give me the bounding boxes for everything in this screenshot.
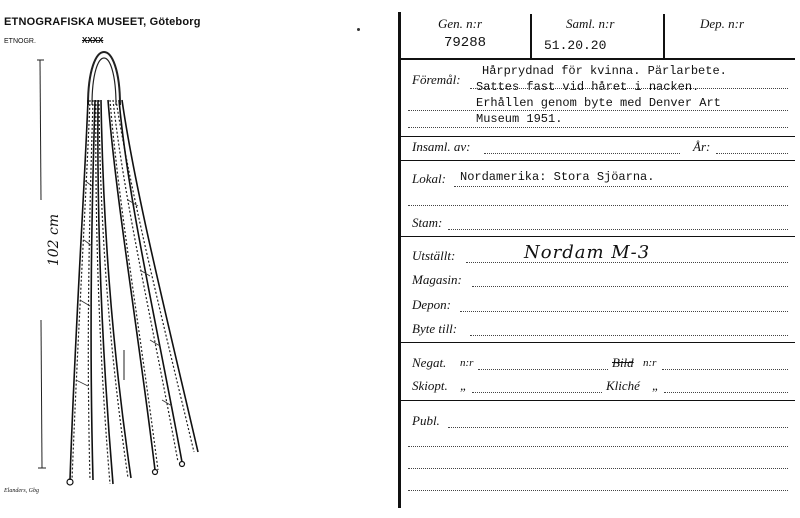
- rule-after-byte: [399, 342, 795, 343]
- negat-nr-label: n:r: [460, 357, 474, 369]
- utstallt-label: Utställt:: [412, 248, 456, 263]
- depon-dotted: [460, 311, 788, 312]
- kliche-dotted: [664, 392, 788, 393]
- printer-mark: Elanders, Gbg: [4, 488, 39, 494]
- bild-label: Bild: [612, 355, 634, 370]
- publ-label: Publ.: [412, 413, 440, 428]
- utstallt-value: Nordam M-3: [524, 242, 651, 263]
- etnogr-value: XXXX: [82, 36, 104, 45]
- publ-dotted-1: [448, 427, 788, 428]
- gen-nr-value: 79288: [444, 35, 487, 51]
- stam-dotted: [448, 229, 788, 230]
- publ-dotted-4: [408, 490, 788, 491]
- ar-label: År:: [693, 139, 711, 154]
- museum-name: ETNOGRAFISKA MUSEET, Göteborg: [4, 16, 201, 28]
- foremal-dotted-2: [408, 110, 788, 111]
- rule-after-stam: [399, 236, 795, 237]
- header-divider-2: [663, 14, 665, 58]
- skiopt-label: Skiopt.: [412, 378, 448, 393]
- magasin-label: Magasin:: [412, 272, 462, 287]
- rule-after-insaml: [399, 160, 795, 161]
- gen-nr-label: Gen. n:r: [438, 16, 483, 31]
- publ-dotted-2: [408, 446, 788, 447]
- lokal-dotted-1: [454, 186, 788, 187]
- measurement-note: 102 cm: [46, 213, 63, 267]
- saml-nr-label: Saml. n:r: [566, 16, 615, 31]
- utstallt-dotted: [466, 262, 788, 263]
- bild-dotted: [662, 369, 788, 370]
- foremal-label: Föremål:: [412, 72, 461, 87]
- foremal-line-3: Erhållen genom byte med Denver Art: [476, 96, 721, 110]
- hair-ornament-drawing: [0, 0, 390, 518]
- lokal-value: Nordamerika: Stora Sjöarna.: [460, 170, 655, 184]
- insaml-label: Insaml. av:: [412, 139, 471, 154]
- kliche-ditto: „: [652, 378, 660, 393]
- byte-dotted: [470, 335, 788, 336]
- negat-dotted: [478, 369, 608, 370]
- foremal-dotted-3: [408, 127, 788, 128]
- negat-label: Negat.: [412, 355, 447, 370]
- ar-dotted: [716, 153, 788, 154]
- stam-label: Stam:: [412, 215, 443, 230]
- foremal-line-2: Sattes fast vid håret i nacken.: [476, 80, 700, 94]
- bild-nr-label: n:r: [643, 357, 657, 369]
- lokal-dotted-2: [408, 205, 788, 206]
- foremal-line-1: Hårprydnad för kvinna. Pärlarbete.: [482, 64, 727, 78]
- foremal-line-4: Museum 1951.: [476, 112, 563, 126]
- skiopt-ditto: „: [460, 378, 468, 393]
- dep-nr-label: Dep. n:r: [700, 16, 745, 31]
- insaml-dotted: [484, 153, 680, 154]
- magasin-dotted: [472, 286, 788, 287]
- lokal-label: Lokal:: [412, 171, 446, 186]
- publ-dotted-3: [408, 468, 788, 469]
- kliche-label: Kliché: [606, 378, 640, 393]
- card-left-border: [398, 12, 401, 508]
- header-rule: [399, 58, 795, 60]
- header-divider-1: [530, 14, 532, 58]
- etnogr-label: ETNOGR.: [4, 38, 36, 45]
- skiopt-dotted: [472, 392, 602, 393]
- rule-after-foremal: [399, 136, 795, 137]
- byte-label: Byte till:: [412, 321, 458, 336]
- foremal-dotted-1: [470, 88, 788, 89]
- saml-nr-value: 51.20.20: [544, 38, 607, 53]
- rule-after-skiopt: [399, 400, 795, 401]
- depon-label: Depon:: [412, 297, 451, 312]
